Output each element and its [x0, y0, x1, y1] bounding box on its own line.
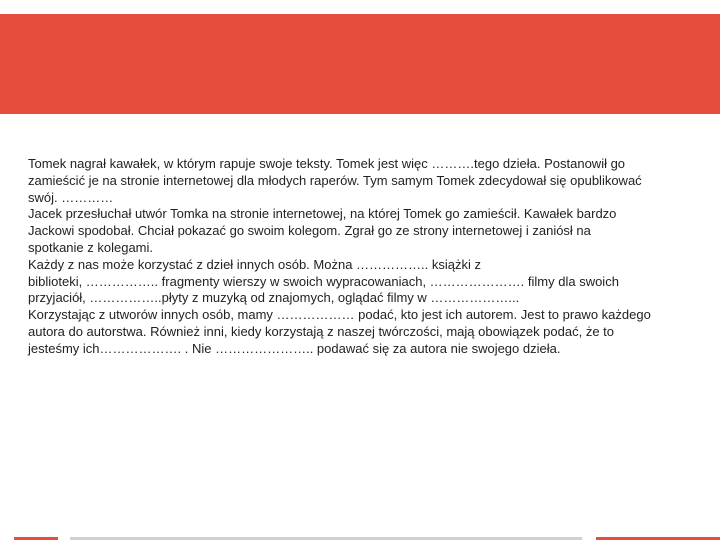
- text-line-11: autora do autorstwa. Również inni, kiedy korzystają z naszej twórczości, mają obowiązek podać, że to: [28, 323, 615, 339]
- text-line-8: biblioteki, …………….. fragmenty wierszy w swoich wypracowaniach, …………………. filmy dla swoich: [28, 273, 619, 289]
- text-line-3: swój. …………: [28, 189, 114, 205]
- text-line-7: Każdy z nas może korzystać z dzieł innych osób. Można …………….. książki z: [28, 256, 481, 272]
- text-line-5: Jackowi spodobał. Chciał pokazać go swoim kolegom. Zgrał go ze strony internetowej i zaniósł na: [28, 223, 591, 239]
- text-line-10: Korzystając z utworów innych osób, mamy ……………… podać, kto jest ich autorem. Jest to prawo każdego: [28, 307, 651, 323]
- text-line-4: Jacek przesłuchał utwór Tomka na stronie internetowej, na której Tomek go zamieścił. Kawałek bardzo: [28, 206, 617, 222]
- header-band: [0, 14, 720, 114]
- text-line-9: przyjaciół, ……………..płyty z muzyką od znajomych, oglądać filmy w ………………...: [28, 290, 520, 306]
- text-line-12: jesteśmy ich………………. . Nie ………………….. podawać się za autora nie swojego dzieła.: [28, 340, 561, 356]
- text-line-1: Tomek nagrał kawałek, w którym rapuje swoje teksty. Tomek jest więc ……….tego dzieła. Postanowił go: [28, 156, 626, 171]
- text-line-6: spotkanie z kolegami.: [28, 239, 154, 255]
- text-line-2: zamieścić je na stronie internetowej dla młodych raperów. Tym samym Tomek zdecydował się opublikować: [28, 172, 642, 188]
- exercise-text: [28, 156, 720, 358]
